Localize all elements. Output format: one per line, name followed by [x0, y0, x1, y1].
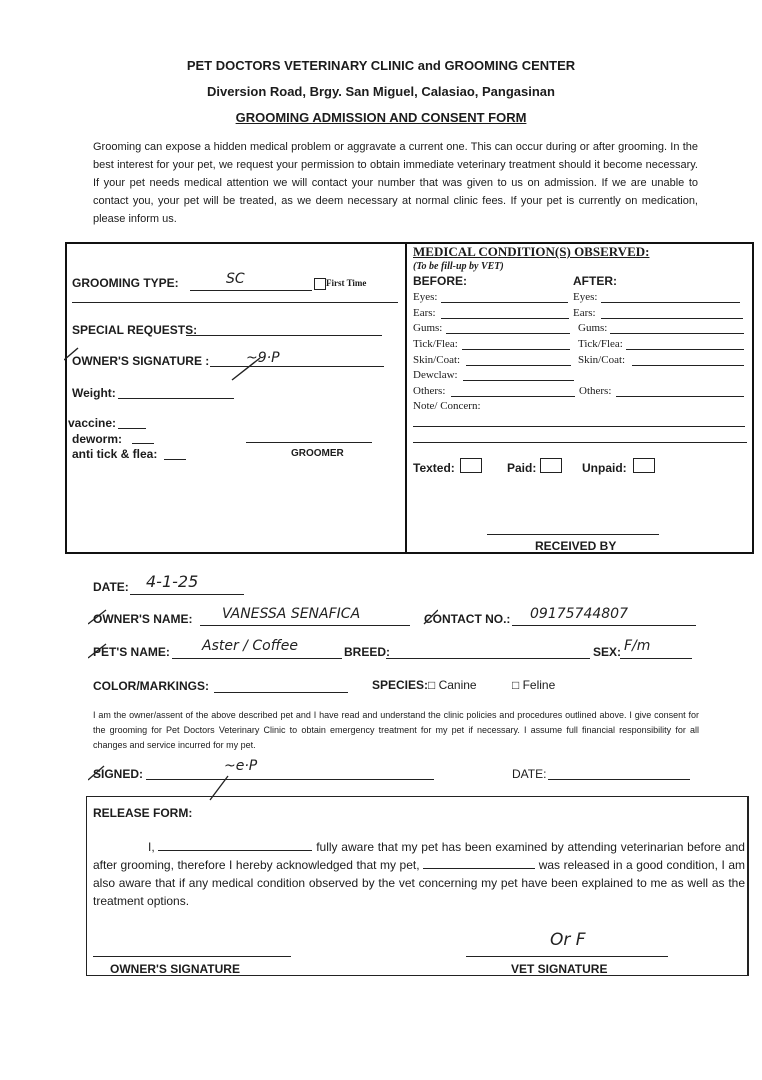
pet-name-value[interactable]: Aster / Coffee [202, 638, 299, 654]
date-line[interactable] [130, 594, 244, 595]
after-eyes-line[interactable] [601, 302, 740, 303]
pet-name-label: PET'S NAME: [93, 645, 170, 659]
note-concern-label: Note/ Concern: [413, 400, 481, 412]
signed-label: SIGNED: [93, 767, 144, 781]
owner-name-value[interactable]: VANESSA SENAFICA [222, 606, 361, 622]
note-line-2[interactable] [413, 442, 747, 443]
special-requests-label: SPECIAL REQUESTS: [72, 323, 198, 337]
contact-label: CONTACT NO.: [424, 612, 511, 626]
release-owner-name-line[interactable] [158, 850, 312, 851]
release-owner-signature-label: OWNER'S SIGNATURE [110, 962, 240, 976]
after-skin-line[interactable] [632, 365, 744, 366]
after-tick-label: Tick/Flea: [578, 338, 623, 350]
before-gums-line[interactable] [446, 333, 570, 334]
before-ears-label: Ears: [413, 307, 436, 319]
first-time-checkbox[interactable] [314, 278, 326, 290]
sex-label: SEX: [593, 645, 622, 659]
owner-signature-value: ~9·P [246, 350, 280, 366]
before-gums-label: Gums: [413, 322, 443, 334]
date-value[interactable]: 4-1-25 [146, 572, 199, 591]
vaccine-line[interactable] [118, 428, 146, 429]
first-time-label: First Time [326, 278, 367, 288]
release-text-1: I, [148, 840, 155, 854]
grooming-type-label: GROOMING TYPE: [72, 276, 179, 290]
after-ears-label: Ears: [573, 307, 596, 319]
after-tick-line[interactable] [626, 349, 744, 350]
clinic-name: PET DOCTORS VETERINARY CLINIC and GROOMING CENTER [186, 58, 576, 73]
intro-paragraph: Grooming can expose a hidden medical problem or aggravate a current one. This can occur during or after grooming. In the best interest for your pet, we request your permission to obtain immediate veterinary treatment should it become necessary. If your pet needs medical attention we will contact your number that was given to us on admission. If we are unable to contact you, your pet will be treated, as we deem necessary at normal clinic fees. If your pet is currently on medication, please inform us. [93, 141, 698, 225]
after-skin-label: Skin/Coat: [578, 354, 626, 366]
clinic-address: Diversion Road, Brgy. San Miguel, Calasiao, Pangasinan [207, 84, 555, 99]
note-line-1[interactable] [413, 426, 745, 427]
contact-line[interactable] [512, 625, 696, 626]
release-text-2: fully aware that my pet has been examined by attending veterinarian before and after grooming, therefore I hereby acknowledged that my pet, [93, 840, 745, 872]
before-others-line[interactable] [451, 396, 575, 397]
vet-signature-line[interactable] [466, 956, 668, 957]
after-others-line[interactable] [616, 396, 744, 397]
texted-checkbox[interactable] [460, 458, 482, 473]
grooming-type-value[interactable]: SC [226, 271, 245, 287]
groomer-label: GROOMER [291, 448, 344, 459]
weight-line[interactable] [118, 398, 234, 399]
after-label: AFTER: [573, 274, 617, 288]
groomer-line[interactable] [246, 442, 372, 443]
color-markings-label: COLOR/MARKINGS: [93, 679, 209, 693]
release-form-title: RELEASE FORM: [93, 806, 193, 820]
owner-signature-label: OWNER'S SIGNATURE : [72, 354, 210, 368]
before-skin-line[interactable] [466, 365, 571, 366]
before-eyes-label: Eyes: [413, 291, 438, 303]
species-feline-option[interactable]: □ Feline [512, 678, 556, 692]
grooming-type-line [190, 290, 312, 291]
texted-label: Texted: [413, 461, 455, 475]
anti-tick-line[interactable] [164, 459, 186, 460]
vet-signature-value: Or F [550, 930, 586, 950]
breed-label: BREED: [344, 645, 391, 659]
pet-name-line[interactable] [172, 658, 342, 659]
after-others-label: Others: [579, 385, 612, 397]
box-divider [405, 242, 407, 554]
before-skin-label: Skin/Coat: [413, 354, 461, 366]
special-requests-line[interactable] [186, 335, 382, 336]
deworm-label: deworm: [72, 432, 123, 446]
vet-fillup-note: (To be fill-up by VET) [413, 261, 504, 272]
vet-signature-label: VET SIGNATURE [511, 962, 608, 976]
species-label: SPECIES: [372, 678, 429, 692]
paid-checkbox[interactable] [540, 458, 562, 473]
release-pet-name-line[interactable] [423, 868, 535, 869]
deworm-line[interactable] [132, 443, 154, 444]
before-eyes-line[interactable] [441, 302, 568, 303]
breed-line[interactable] [386, 658, 590, 659]
paid-label: Paid: [507, 461, 537, 475]
consent-date-label: DATE: [512, 767, 547, 781]
details-strokes-2 [88, 640, 108, 662]
weight-label: Weight: [72, 386, 116, 400]
signed-value: ~e·P [224, 758, 258, 774]
before-tick-label: Tick/Flea: [413, 338, 458, 350]
anti-tick-label: anti tick & flea: [72, 447, 158, 461]
owner-name-label: OWNER'S NAME: [93, 612, 193, 626]
species-canine-option[interactable]: □ Canine [428, 678, 477, 692]
form-title: GROOMING ADMISSION AND CONSENT FORM [235, 110, 527, 125]
consent-date-line[interactable] [548, 779, 690, 780]
before-ears-line[interactable] [441, 318, 569, 319]
release-text-3: was released in a good condition, I am also aware that if any medical condition observed by the vet concerning my pet have been explained to me as well as the treatment options. [93, 858, 745, 908]
color-markings-line[interactable] [214, 692, 348, 693]
before-dewclaw-label: Dewclaw: [413, 369, 458, 381]
release-owner-signature-line[interactable] [93, 956, 291, 957]
date-label: DATE: [93, 580, 129, 594]
details-strokes-1 [88, 606, 438, 628]
grooming-extra-line [72, 302, 398, 303]
unpaid-label: Unpaid: [582, 461, 627, 475]
after-gums-line[interactable] [610, 333, 744, 334]
unpaid-checkbox[interactable] [633, 458, 655, 473]
release-paragraph [93, 838, 745, 910]
before-tick-line[interactable] [462, 349, 570, 350]
vaccine-label: vaccine: [68, 416, 117, 430]
sex-value[interactable]: F/m [624, 638, 651, 654]
after-ears-line[interactable] [601, 318, 743, 319]
before-dewclaw-line[interactable] [463, 380, 574, 381]
received-by-line[interactable] [487, 534, 659, 535]
before-others-label: Others: [413, 385, 446, 397]
before-label: BEFORE: [413, 274, 467, 288]
contact-value[interactable]: 09175744807 [530, 606, 628, 622]
received-by-label: RECEIVED BY [535, 539, 617, 553]
after-eyes-label: Eyes: [573, 291, 598, 303]
consent-text: I am the owner/assent of the above described pet and I have read and understand the clinic policies and procedures outlined above. I give consent for the grooming for Pet Doctors Veterinary Clinic to obtain emergency treatment for my pet if necessary. I assume full financial responsibility for all changes and service incurred for my pet. [93, 710, 699, 750]
after-gums-label: Gums: [578, 322, 608, 334]
sex-line[interactable] [620, 658, 692, 659]
medical-condition-title: MEDICAL CONDITION(S) OBSERVED: [413, 244, 650, 259]
signature-strokes [64, 340, 404, 385]
